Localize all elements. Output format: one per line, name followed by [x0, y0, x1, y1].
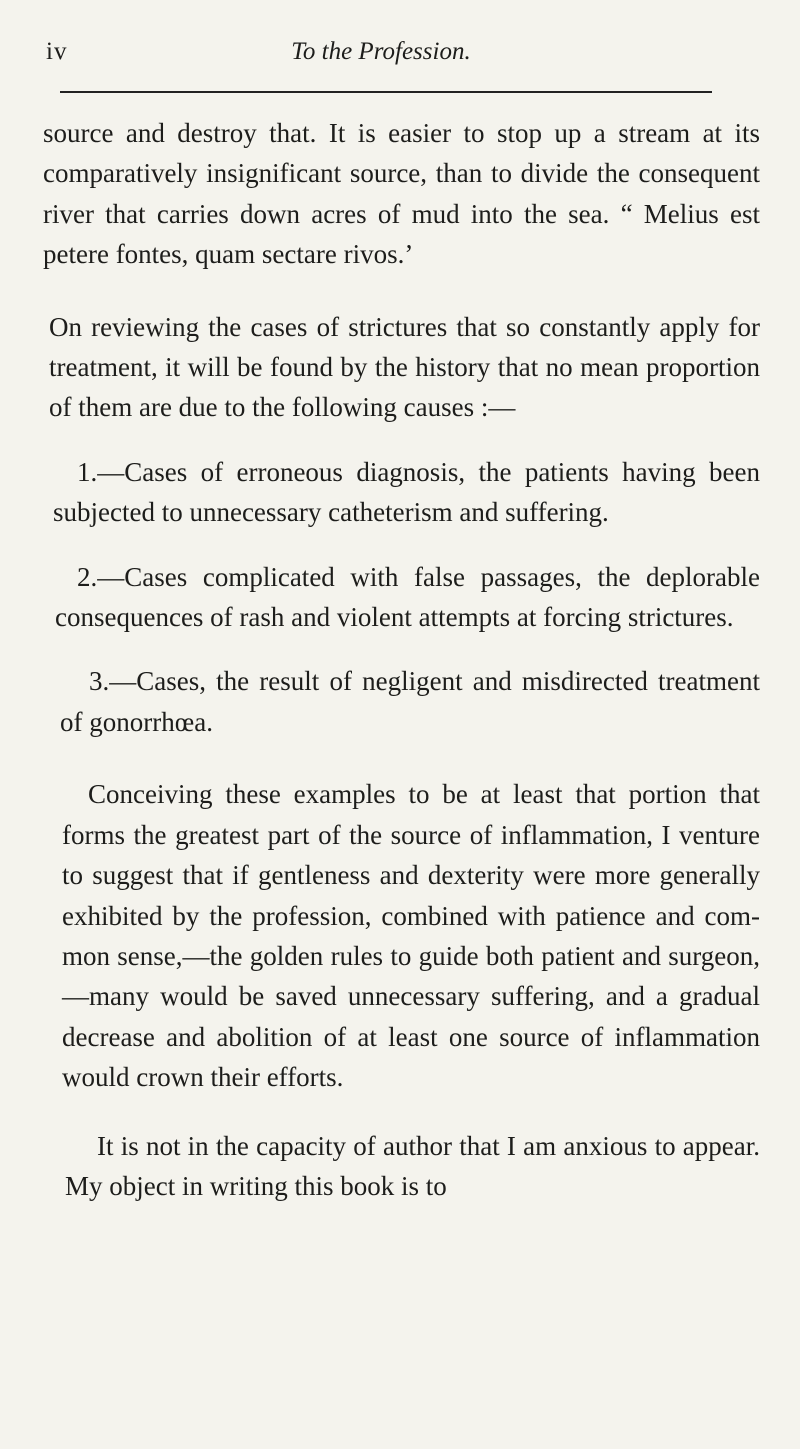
paragraph-author-intent: It is not in the capacity of author that I am anxious to appear. My object in writing this book is to — [65, 1130, 760, 1201]
numbered-case-3: 3.—Cases, the result of negligent and misdirected treatment of gonorrhœa. — [60, 666, 760, 737]
numbered-case-2: 2.—Cases complicated with false passages, the deplorable consequences of rash and violent attempts at forcing strictures. — [55, 561, 760, 633]
paragraph-2: On reviewing the cases of strictures that so constantly apply for treatment, it will be found by the history that no mean proportion of them are due to the following causes :— — [49, 311, 760, 423]
paragraph-conceiving: Conceiving these examples to be at least that portion that forms the greatest part of the source of inflammation, I venture to suggest that if gentleness and dexterity were more generally exhibited by the profession, combined with patience and common sense,—the golden rules to guide both patient and surgeon,—many would be saved unnecessary suffering, and a gradual decrease and abolition of at least one source of inflammation would crown their efforts. — [62, 779, 760, 1093]
body-text — [40, 113, 760, 1206]
page-number: iv — [46, 38, 68, 65]
running-title: To the Profession. — [291, 38, 471, 65]
header-rule — [60, 91, 712, 93]
page-header — [46, 34, 716, 74]
paragraph-1: source and destroy that. It is easier to stop up a stream at its comparatively insignificant source, than to divide the consequent river that carries down acres of mud into the sea. “ Melius est petere fontes, quam sectare rivos.’ — [43, 118, 760, 270]
numbered-case-1: 1.—Cases of erroneous diagnosis, the patients having been subjected to unnecessary catheterism and suffering. — [53, 456, 760, 528]
